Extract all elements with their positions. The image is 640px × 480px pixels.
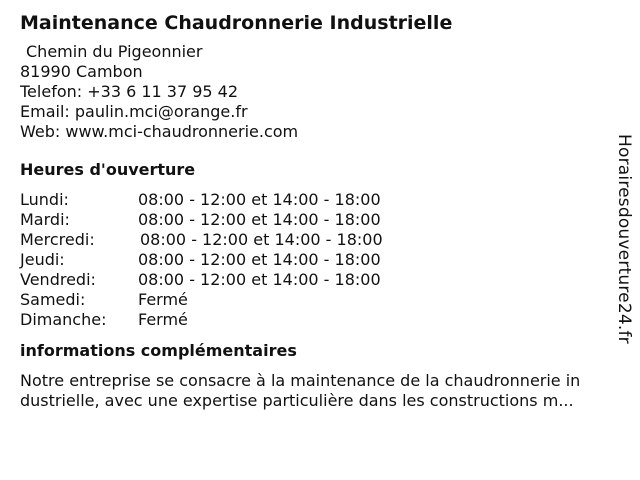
hours-heading: Heures d'ouverture — [20, 160, 196, 179]
day-label: Samedi: — [20, 290, 86, 309]
time-value: 08:00 - 12:00 et 14:00 - 18:00 — [138, 190, 381, 209]
time-value: Fermé — [138, 310, 188, 329]
day-label: Dimanche: — [20, 310, 107, 329]
site-watermark: Horairesdouverture24.fr — [614, 134, 634, 344]
info-heading: informations complémentaires — [20, 341, 297, 360]
hours-row-friday — [20, 270, 610, 290]
day-label: Lundi: — [20, 190, 69, 209]
hours-row-tuesday — [20, 210, 610, 230]
hours-row-monday — [20, 190, 610, 210]
info-description — [20, 371, 625, 411]
city-postal: 81990 Cambon — [20, 62, 143, 81]
street-address: Chemin du Pigeonnier — [26, 42, 203, 61]
hours-row-thursday — [20, 250, 610, 270]
day-label: Mardi: — [20, 210, 70, 229]
business-name: Maintenance Chaudronnerie Industrielle — [20, 12, 453, 34]
email-address[interactable]: Email: paulin.mci@orange.fr — [20, 102, 248, 121]
time-value: Fermé — [138, 290, 188, 309]
day-label: Vendredi: — [20, 270, 96, 289]
hours-row-wednesday — [20, 230, 610, 250]
info-line-1: Notre entreprise se consacre à la maintenance de la chaudronnerie in — [20, 371, 581, 390]
hours-row-saturday — [20, 290, 610, 310]
time-value: 08:00 - 12:00 et 14:00 - 18:00 — [140, 230, 383, 249]
phone-number[interactable]: Telefon: +33 6 11 37 95 42 — [20, 82, 239, 101]
day-label: Mercredi: — [20, 230, 95, 249]
time-value: 08:00 - 12:00 et 14:00 - 18:00 — [138, 210, 381, 229]
hours-row-sunday — [20, 310, 610, 330]
info-line-2: dustrielle, avec une expertise particulière dans les constructions m... — [20, 391, 574, 410]
website-link[interactable]: Web: www.mci-chaudronnerie.com — [20, 122, 299, 141]
time-value: 08:00 - 12:00 et 14:00 - 18:00 — [138, 250, 381, 269]
business-card — [20, 10, 610, 411]
opening-hours-table — [20, 190, 610, 330]
time-value: 08:00 - 12:00 et 14:00 - 18:00 — [138, 270, 381, 289]
contact-block — [20, 42, 610, 142]
day-label: Jeudi: — [20, 250, 65, 269]
